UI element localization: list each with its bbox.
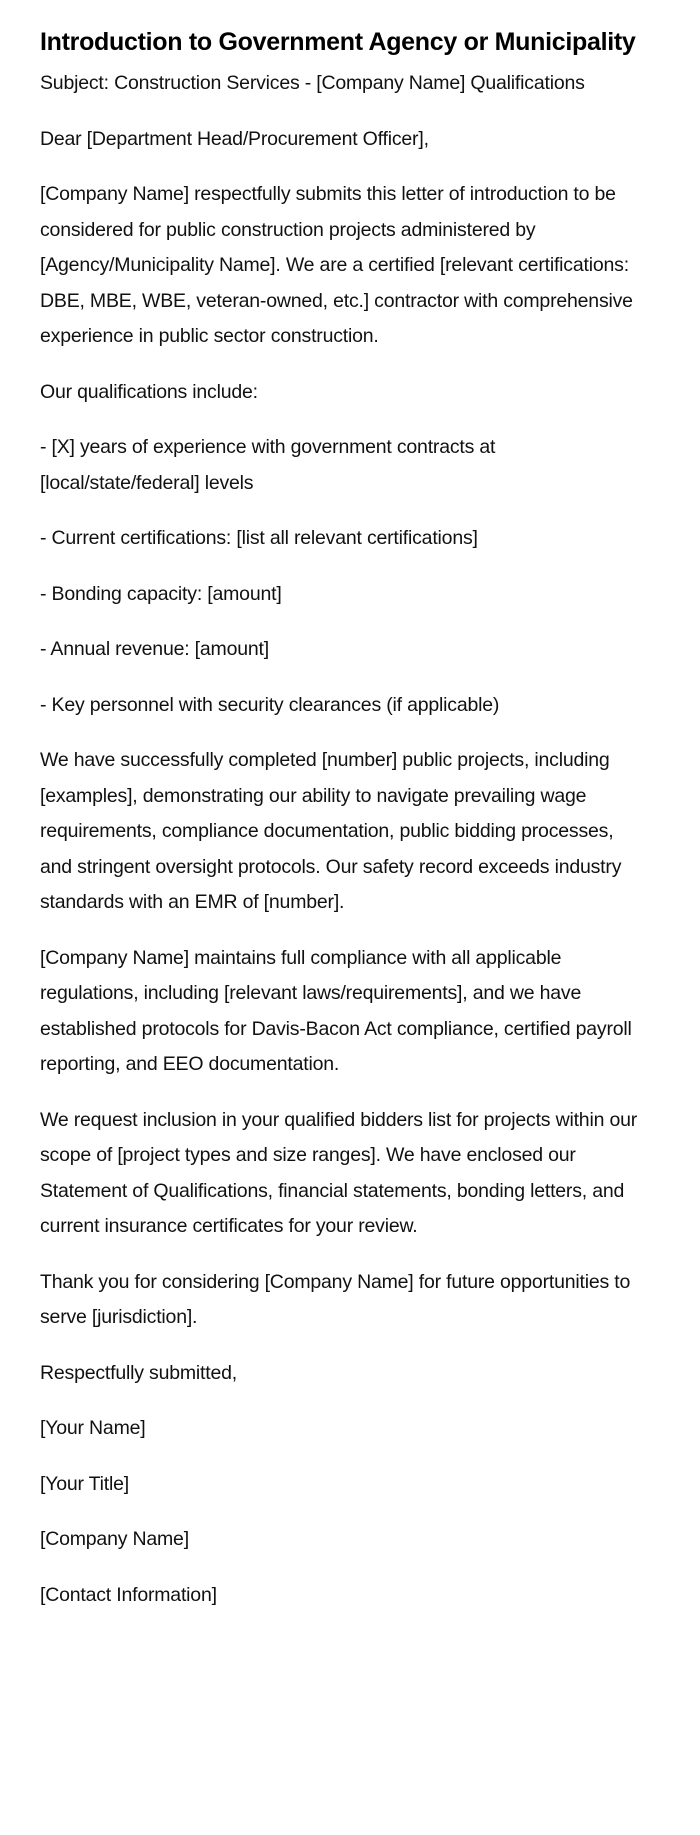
signature-company: [Company Name]	[40, 1528, 189, 1550]
intro-paragraph: [Company Name] respectfully submits this letter of introduction to be considered for public construction projects administered by [Agency/Municipality Name]. We are a certified [relevant certifications: DBE, MBE, WBE, veteran-owned, etc.] contractor with comprehensive experience in public sector construction.	[40, 183, 633, 347]
salutation: Dear [Department Head/Procurement Officer],	[40, 127, 429, 150]
signature-title: [Your Title]	[40, 1472, 130, 1495]
subject-line: Subject: Construction Services - [Company Name] Qualifications	[40, 72, 585, 94]
signature-name: [Your Name]	[40, 1417, 146, 1439]
compliance-paragraph: [Company Name] maintains full compliance with all applicable regulations, including [relevant laws/requirements], and we have established protocols for Davis-Bacon Act compliance, certified payroll reporting, and EEO documentation.	[40, 946, 632, 1075]
thanks-paragraph: Thank you for considering [Company Name] for future opportunities to serve [jurisdiction].	[40, 1270, 631, 1328]
qualification-item: - Current certifications: [list all relevant certifications]	[40, 527, 478, 549]
qualifications-heading: Our qualifications include:	[40, 380, 258, 403]
qualification-item: - [X] years of experience with government contracts at [local/state/federal] levels	[40, 436, 496, 494]
document-title: Introduction to Government Agency or Municipality	[40, 28, 636, 56]
signature-block	[40, 1411, 640, 1613]
signature-contact: [Contact Information]	[40, 1583, 217, 1606]
qualifications-list	[40, 430, 640, 723]
qualification-item: - Annual revenue: [amount]	[40, 638, 269, 660]
qualification-item: - Bonding capacity: [amount]	[40, 582, 282, 605]
request-paragraph: We request inclusion in your qualified bidders list for projects within our scope of [project types and size ranges]. We have enclosed our Statement of Qualifications, financial statements, bonding letters, and current insurance certificates for your review.	[40, 1108, 638, 1237]
projects-paragraph: We have successfully completed [number] public projects, including [examples], demonstrating our ability to navigate prevailing wage requirements, compliance documentation, public bidding processes, and stringent oversight protocols. Our safety record exceeds industry standards with an EMR of [number].	[40, 749, 622, 913]
qualification-item: - Key personnel with security clearances (if applicable)	[40, 693, 500, 716]
closing: Respectfully submitted,	[40, 1361, 237, 1384]
